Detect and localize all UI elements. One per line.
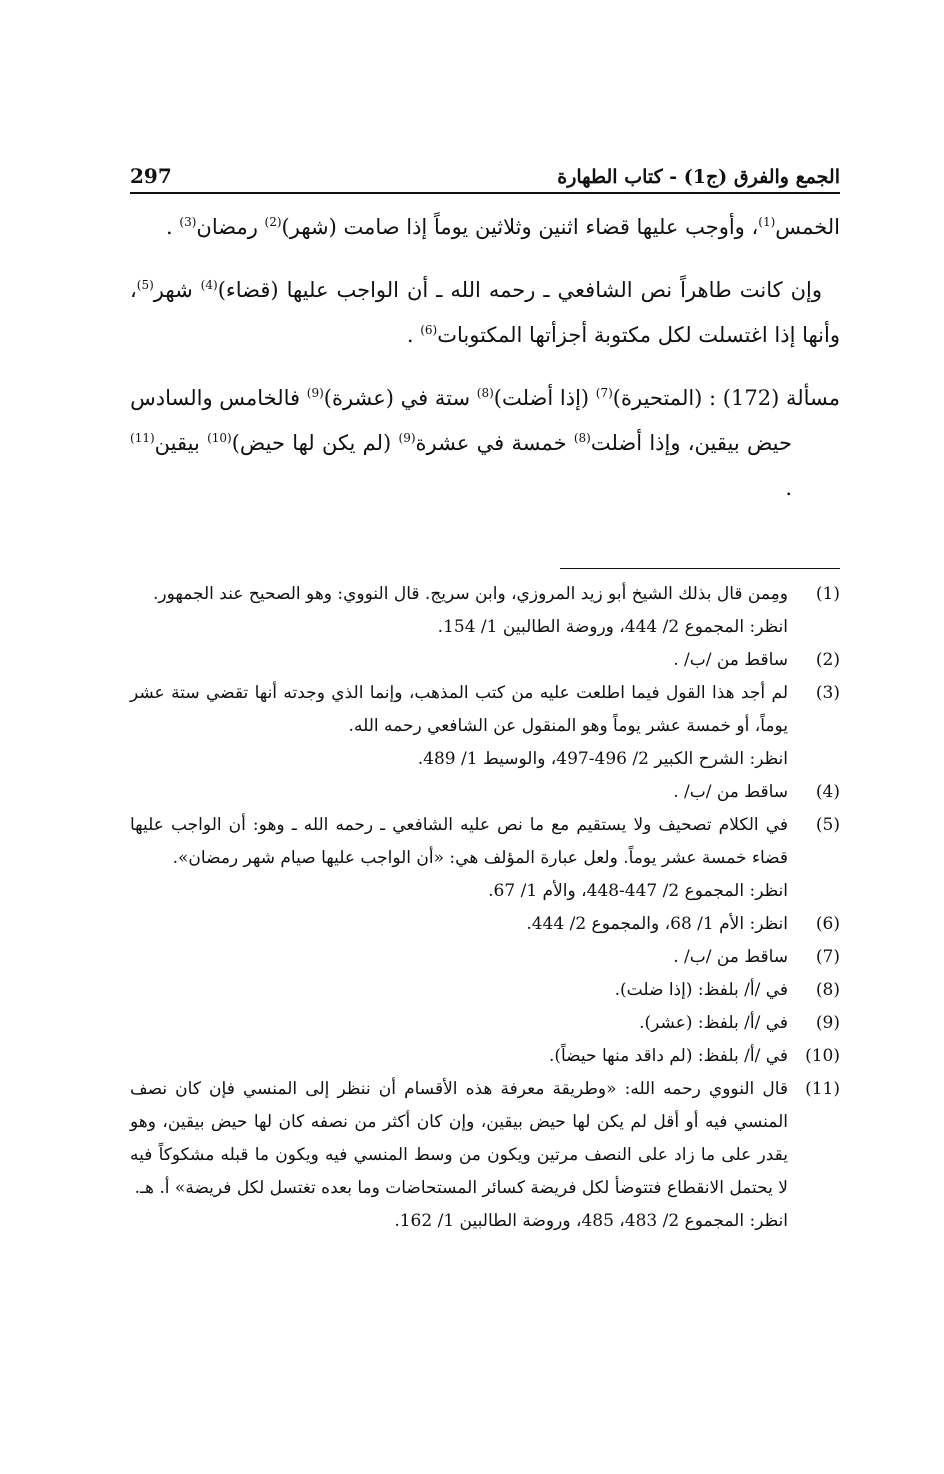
footnote-ref: (10) [207, 431, 232, 445]
running-title: الجمع والفرق (ج1) - كتاب الطهارة [557, 166, 840, 188]
paragraph-3-continuation: حيض بيقين، وإذا أضلت$^{(8)}$ خمسة في عشرة$^{(9)}$ (لم يكن لها حيض)$^{(10)}$ بيقين$^{(11)}$ . [130, 431, 792, 500]
footnote-ref: (7) [595, 386, 613, 400]
footnote-ref: (1) [758, 215, 776, 229]
footnote-8: (8) في /أ/ بلفظ: (إذا ضلت). [614, 980, 840, 1000]
page-header [130, 154, 840, 188]
footnote-9: (9) في /أ/ بلفظ: (عشر). [639, 1013, 840, 1033]
footnote-ref: (5) [136, 278, 154, 292]
footnote-1: (1) ومِمن قال بذلك الشيخ أبو زيد المروزي، وابن سريج. قال النووي: وهو الصحيح عند الجمهور. انظر: المجموع 2/ 444، وروضة الطالبين 1/ 154. [152, 584, 840, 637]
footnote-7: (7) ساقط من /ب/ . [673, 947, 840, 967]
footnote-10: (10) في /أ/ بلفظ: (لم داقد منها حيضاً). [548, 1046, 840, 1066]
footnote-2: (2) ساقط من /ب/ . [673, 650, 840, 670]
header-rule [130, 192, 840, 194]
footnote-ref: (4) [200, 278, 218, 292]
footnote-6: (6) انظر: الأم 1/ 68، والمجموع 2/ 444. [526, 914, 840, 934]
main-text [130, 205, 840, 529]
footnote-ref: (11) [130, 431, 155, 445]
footnote-3: (3) لم أجد هذا القول فيما اطلعت عليه من كتب المذهب، وإنما الذي وجدته أنها تقضي ستة عشر يوماً، أو خمسة عشر يوماً وهو المنقول عن الشافعي رحمه الله. انظر: الشرح الكبير 2/ 496-497، والوسيط 1/ 489. [130, 683, 840, 769]
paragraph-2: وإن كانت طاهراً نص الشافعي ـ رحمه الله ـ أن الواجب عليها (قضاء)$^{(4)}$ شهر$^{(5)}$، وأنها إذا اغتسلت لكل مكتوبة أجزأتها المكتوبات$^{(6)}$ . [130, 278, 840, 347]
footnote-ref: (8) [573, 431, 591, 445]
footnote-ref: (9) [398, 431, 416, 445]
footnote-ref: (6) [420, 323, 438, 337]
footnotes [130, 578, 840, 1238]
footnote-separator [560, 568, 840, 569]
footnote-ref: (9) [306, 386, 324, 400]
footnote-11: (11) قال النووي رحمه الله: «وطريقة معرفة هذه الأقسام أن ننظر إلى المنسي فإن كان نصف المنسي فيه أو أقل لم يكن لها حيض بيقين، وإن كان أكثر من نصفه كان لها حيض بيقين، وهو يقدر على ما زاد على النصف مرتين ويكون من وسط المنسي فيه ويكون ما قبله مشكوكاً فيه لا يحتمل الانقطاع فتتوضأ لكل فريضة كسائر المستحاضات وما بعده تغتسل لكل فريضة» أ. هـ. انظر: المجموع 2/ 483، 485، وروضة الطالبين 1/ 162. [130, 1079, 840, 1231]
page-number: 297 [130, 164, 172, 188]
paragraph-1: الخمس$^{(1)}$، وأوجب عليها قضاء اثنين وثلاثين يوماً إذا صامت (شهر)$^{(2)}$ رمضان$^{(3)}$ . [166, 215, 840, 239]
footnote-4: (4) ساقط من /ب/ . [673, 782, 840, 802]
footnote-5: (5) في الكلام تصحيف ولا يستقيم مع ما نص عليه الشافعي ـ رحمه الله ـ وهو: أن الواجب عليها قضاء خمسة عشر يوماً. ولعل عبارة المؤلف هي: «أن الواجب عليها صيام شهر رمضان». انظر: المجموع 2/ 447-448، والأم 1/ 67. [130, 815, 840, 901]
paragraph-3-issue-172: مسألة (172) : (المتحيرة)$^{(7)}$ (إذا أضلت)$^{(8)}$ ستة في (عشرة)$^{(9)}$ فالخامس والسادس حيض بيقين، وإذا أضلت$^{(8)}$ خمسة في عشرة$^{(9)}$ (لم يكن لها حيض)$^{(10)}$ بيقين$^{(11)}$ . [130, 376, 840, 511]
footnote-ref: (2) [264, 215, 282, 229]
footnote-ref: (3) [179, 215, 197, 229]
footnote-ref: (8) [476, 386, 494, 400]
